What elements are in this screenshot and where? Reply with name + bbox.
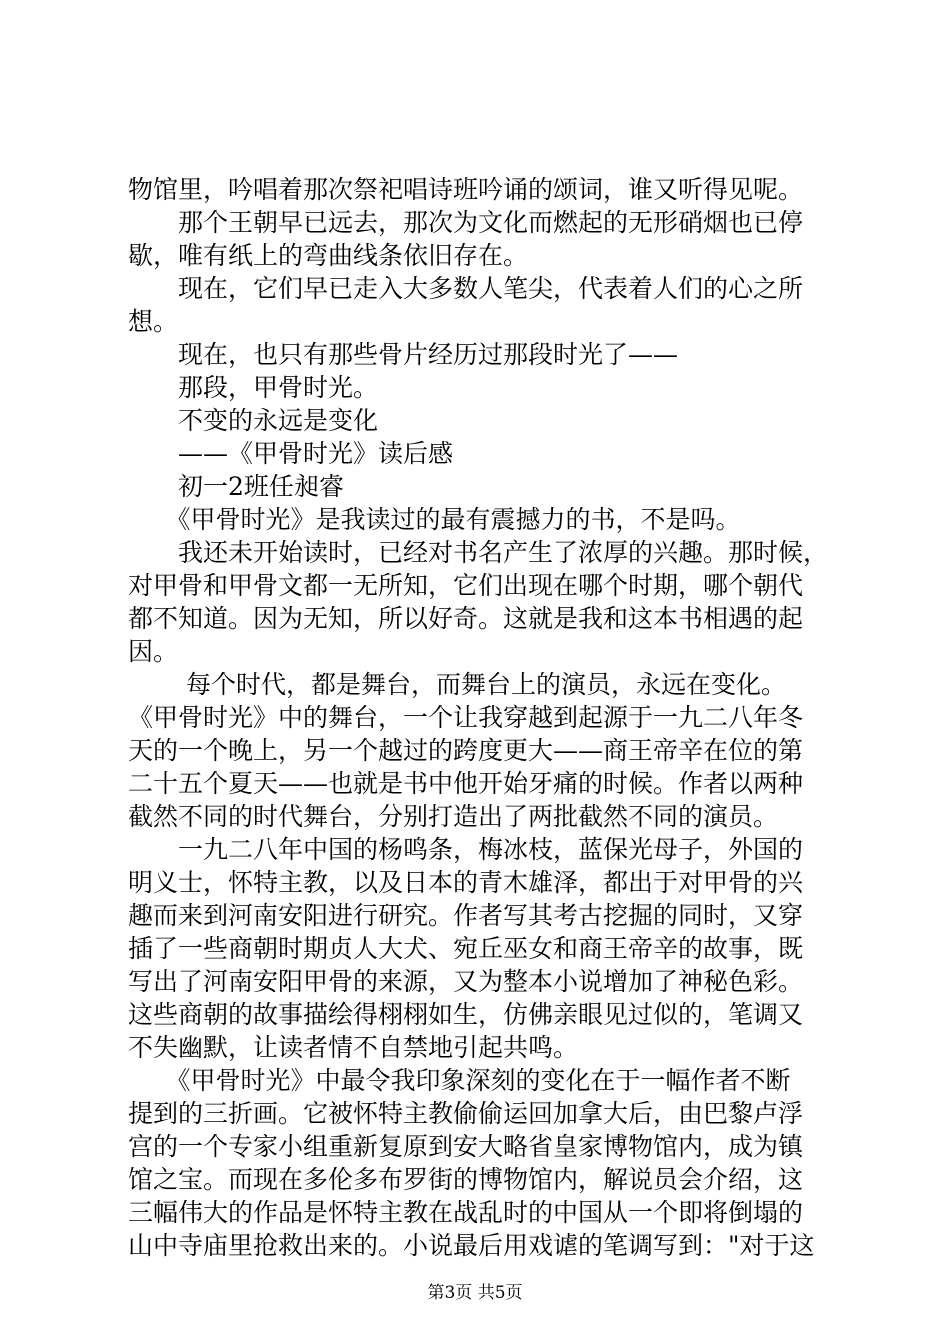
- text-line: 插了一些商朝时期贞人大犬、宛丘巫女和商王帝辛的故事，既: [128, 934, 804, 963]
- text-line: 《甲骨时光》中的舞台，一个让我穿越到起源于一九二八年冬: [128, 703, 804, 732]
- text-line: 物馆里，吟唱着那次祭祀唱诗班吟诵的颂词，谁又听得见呢。: [128, 175, 804, 204]
- text-line: 想。: [128, 307, 179, 336]
- section-subheading: ——《甲骨时光》读后感: [128, 439, 454, 468]
- text-line: 截然不同的时代舞台，分别打造出了两批截然不同的演员。: [128, 802, 779, 831]
- text-line: 现在，它们早已走入大多数人笔尖，代表着人们的心之所: [128, 274, 804, 303]
- page-footer: 第3页 共5页: [427, 1283, 523, 1303]
- text-line: 都不知道。因为无知，所以好奇。这就是我和这本书相遇的起: [128, 604, 804, 633]
- text-line: 不失幽默，让读者情不自禁地引起共鸣。: [128, 1033, 579, 1062]
- text-line: 对甲骨和甲骨文都一无所知，它们出现在哪个时期，哪个朝代: [128, 571, 804, 600]
- text-line: 提到的三折画。它被怀特主教偷偷运回加拿大后，由巴黎卢浮: [128, 1099, 804, 1128]
- text-line: 我还未开始读时，已经对书名产生了浓厚的兴趣。那时候，: [128, 538, 829, 567]
- text-line: 写出了河南安阳甲骨的来源，又为整本小说增加了神秘色彩。: [128, 967, 804, 996]
- author-line: 初一2班任昶睿: [128, 472, 344, 501]
- text-line: 一九二八年中国的杨鸣条，梅冰枝，蓝保光母子，外国的: [128, 835, 804, 864]
- text-line: 因。: [128, 637, 179, 666]
- text-line: 趣而来到河南安阳进行研究。作者写其考古挖掘的同时，又穿: [128, 901, 804, 930]
- text-line: 那段，甲骨时光。: [128, 373, 379, 402]
- text-line: 二十五个夏天——也就是书中他开始牙痛的时候。作者以两种: [128, 769, 804, 798]
- text-line: 明义士，怀特主教，以及日本的青木雄泽，都出于对甲骨的兴: [128, 868, 804, 897]
- section-heading: 不变的永远是变化: [128, 406, 379, 435]
- text-line: 歇，唯有纸上的弯曲线条依旧存在。: [128, 241, 529, 270]
- text-line: 馆之宝。而现在多伦多布罗街的博物馆内，解说员会介绍，这: [128, 1165, 804, 1194]
- text-line: 每个时代，都是舞台，而舞台上的演员，永远在变化。: [128, 670, 786, 699]
- text-line: 山中寺庙里抢救出来的。小说最后用戏谑的笔调写到："对于这: [128, 1231, 815, 1260]
- text-line: 《甲骨时光》中最令我印象深刻的变化在于一幅作者不断: [128, 1066, 791, 1095]
- text-line: 这些商朝的故事描绘得栩栩如生，仿佛亲眼见过似的，笔调又: [128, 1000, 804, 1029]
- text-line: 《甲骨时光》是我读过的最有震撼力的书，不是吗。: [128, 505, 741, 534]
- text-line: 三幅伟大的作品是怀特主教在战乱时的中国从一个即将倒塌的: [128, 1198, 804, 1227]
- text-line: 天的一个晚上，另一个越过的跨度更大——商王帝辛在位的第: [128, 736, 804, 765]
- text-line: 宫的一个专家小组重新复原到安大略省皇家博物馆内，成为镇: [128, 1132, 804, 1161]
- text-line: 现在，也只有那些骨片经历过那段时光了——: [128, 340, 679, 369]
- text-line: 那个王朝早已远去，那次为文化而燃起的无形硝烟也已停: [128, 208, 804, 237]
